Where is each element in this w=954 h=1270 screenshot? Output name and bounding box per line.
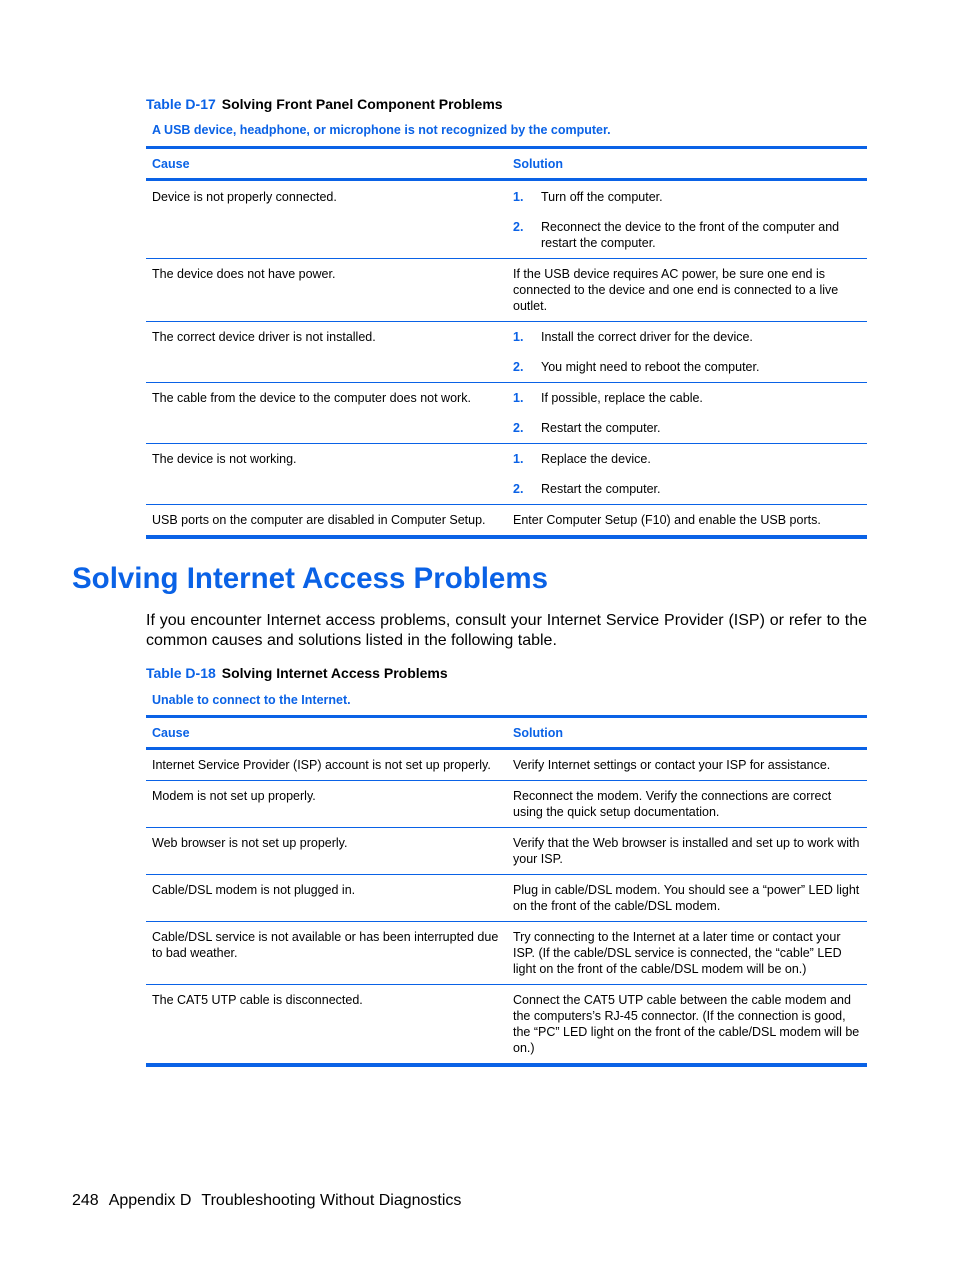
table-title: Solving Internet Access Problems — [221, 665, 448, 681]
section-heading: Solving Internet Access Problems — [72, 562, 548, 595]
step-number: 1. — [513, 391, 524, 405]
step-number: 1. — [513, 330, 524, 344]
solution-cell — [507, 180, 867, 259]
step-text: Replace the device. — [541, 452, 651, 466]
solution-step — [513, 329, 861, 345]
solution-step — [513, 420, 861, 436]
step-number: 2. — [513, 220, 524, 234]
step-text: Turn off the computer. — [541, 190, 663, 204]
solution-cell — [507, 322, 867, 383]
cause-cell: Cable/DSL service is not available or has been interrupted due to bad weather. — [146, 922, 507, 985]
table-row — [146, 781, 867, 828]
step-number: 1. — [513, 190, 524, 204]
table-title: Solving Front Panel Component Problems — [221, 96, 503, 112]
table-row — [146, 985, 867, 1066]
front-panel-table — [146, 146, 867, 539]
step-number: 2. — [513, 421, 524, 435]
step-text: Install the correct driver for the device. — [541, 330, 753, 344]
column-header-cause: Cause — [146, 717, 507, 749]
solution-cell: Verify that the Web browser is installed and set up to work with your ISP. — [507, 828, 867, 875]
page-footer — [72, 1192, 461, 1210]
table-row — [146, 922, 867, 985]
cause-cell: Web browser is not set up properly. — [146, 828, 507, 875]
column-header-cause: Cause — [146, 148, 507, 180]
step-number: 2. — [513, 482, 524, 496]
cause-cell: The device does not have power. — [146, 259, 507, 322]
table-caption — [146, 665, 448, 681]
step-text: You might need to reboot the computer. — [541, 360, 760, 374]
table-row — [146, 875, 867, 922]
table-subtitle: Unable to connect to the Internet. — [152, 693, 351, 707]
solution-cell: Reconnect the modem. Verify the connections are correct using the quick setup documentation. — [507, 781, 867, 828]
solution-step — [513, 189, 861, 205]
solution-cell: Plug in cable/DSL modem. You should see a “power” LED light on the front of the cable/DSL modem. — [507, 875, 867, 922]
cause-cell: The correct device driver is not installed. — [146, 322, 507, 383]
solution-cell — [507, 444, 867, 505]
cause-cell: Modem is not set up properly. — [146, 781, 507, 828]
solution-cell: If the USB device requires AC power, be sure one end is connected to the device and one end is connected to a live outlet. — [507, 259, 867, 322]
table-number: Table D-17 — [146, 96, 216, 112]
internet-access-table — [146, 715, 867, 1067]
step-text: If possible, replace the cable. — [541, 391, 703, 405]
cause-cell: Cable/DSL modem is not plugged in. — [146, 875, 507, 922]
table-header-row — [146, 148, 867, 180]
table-subtitle: A USB device, headphone, or microphone is not recognized by the computer. — [152, 123, 611, 137]
step-text: Restart the computer. — [541, 482, 661, 496]
solution-step — [513, 390, 861, 406]
cause-cell: Internet Service Provider (ISP) account is not set up properly. — [146, 749, 507, 781]
table-row — [146, 322, 867, 383]
cause-cell: USB ports on the computer are disabled in Computer Setup. — [146, 505, 507, 538]
table-row — [146, 749, 867, 781]
cause-cell: Device is not properly connected. — [146, 180, 507, 259]
step-text: Restart the computer. — [541, 421, 661, 435]
table-number: Table D-18 — [146, 665, 216, 681]
table-row — [146, 180, 867, 259]
page-number: 248 — [72, 1192, 99, 1209]
table-row — [146, 383, 867, 444]
solution-cell: Try connecting to the Internet at a later time or contact your ISP. (If the cable/DSL service is connected, the “cable” LED light on the front of the cable/DSL modem will be on.) — [507, 922, 867, 985]
solution-cell: Connect the CAT5 UTP cable between the cable modem and the computers’s RJ-45 connector. (If the connection is good, the “PC” LED light on the front of the cable/DSL modem will be on.) — [507, 985, 867, 1066]
table-row — [146, 444, 867, 505]
table-row — [146, 505, 867, 538]
solution-cell: Verify Internet settings or contact your ISP for assistance. — [507, 749, 867, 781]
solution-step — [513, 359, 861, 375]
step-text: Reconnect the device to the front of the computer and restart the computer. — [541, 220, 840, 250]
solution-step — [513, 219, 861, 251]
table-header-row — [146, 717, 867, 749]
column-header-solution: Solution — [507, 717, 867, 749]
table-row — [146, 828, 867, 875]
table-row — [146, 259, 867, 322]
solution-cell: Enter Computer Setup (F10) and enable the USB ports. — [507, 505, 867, 538]
step-number: 2. — [513, 360, 524, 374]
cause-cell: The device is not working. — [146, 444, 507, 505]
solution-step — [513, 481, 861, 497]
solution-cell — [507, 383, 867, 444]
cause-cell: The cable from the device to the computer does not work. — [146, 383, 507, 444]
section-intro: If you encounter Internet access problems, consult your Internet Service Provider (ISP) or refer to the common causes and solutions listed in the following table. — [146, 612, 867, 649]
step-number: 1. — [513, 452, 524, 466]
footer-appendix: Appendix D — [108, 1192, 192, 1209]
footer-title: Troubleshooting Without Diagnostics — [201, 1192, 462, 1209]
cause-cell: The CAT5 UTP cable is disconnected. — [146, 985, 507, 1066]
column-header-solution: Solution — [507, 148, 867, 180]
table-caption — [146, 96, 503, 112]
solution-step — [513, 451, 861, 467]
